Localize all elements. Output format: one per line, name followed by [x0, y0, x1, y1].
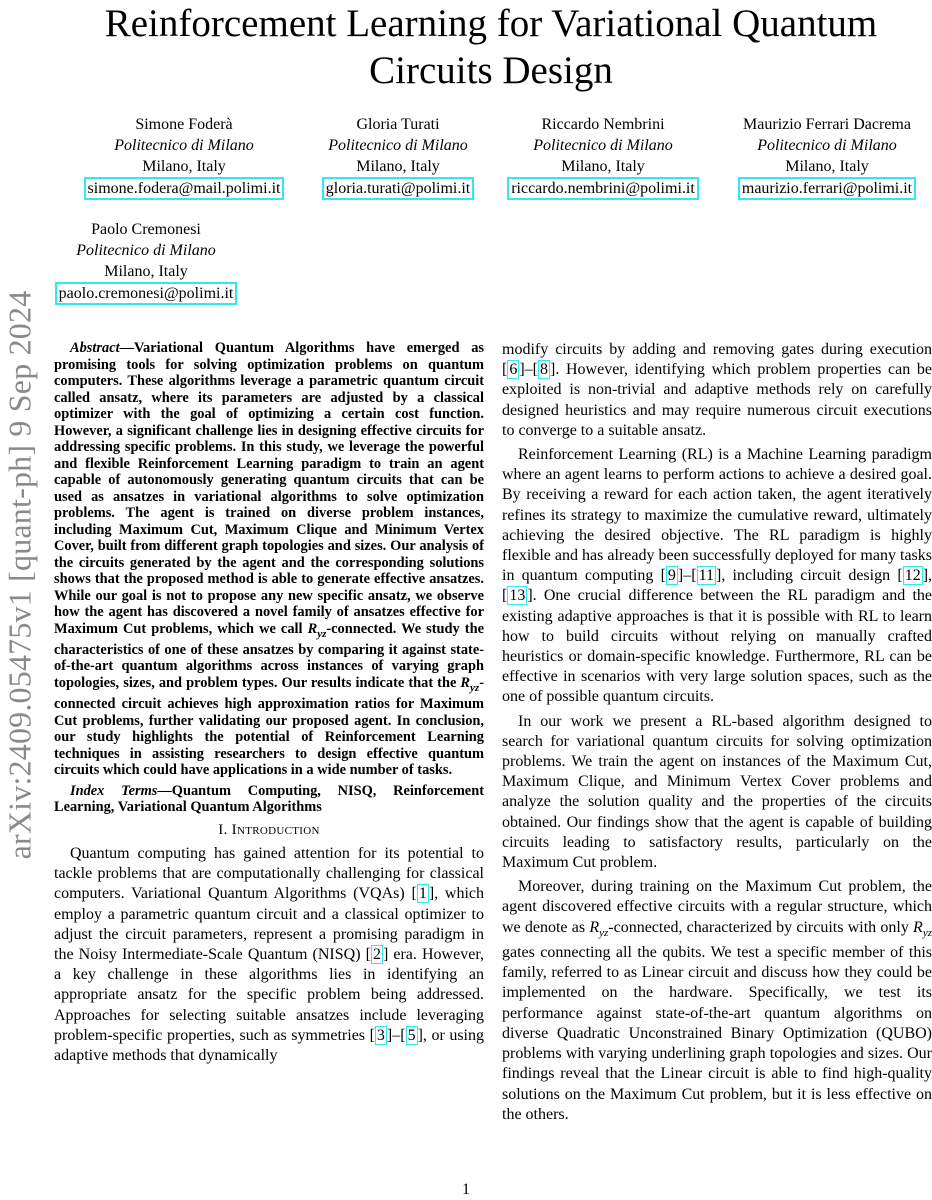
author-city: Milano, Italy	[142, 158, 226, 175]
arxiv-identifier-text: arXiv:2409.05475v1 [quant-ph] 9 Sep 2024	[1, 290, 38, 860]
citation-link[interactable]: 11	[698, 567, 714, 585]
right-column	[502, 340, 932, 1125]
citation-link[interactable]: 3	[376, 1026, 385, 1044]
author-affiliation: Politecnico di Milano	[328, 137, 468, 154]
author-name: Riccardo Nembrini	[541, 116, 665, 133]
right-paragraph-1: modify circuits by adding and removing gates during execution [ 6 ]–[ 8 ]. However, identifying which problem properties can be exploited is non-trivial and adaptive methods rely on carefully designed heuristics and may require numerous circuit executions to converge to a suitable ansatz.	[502, 341, 932, 439]
author-email-link[interactable]: simone.fodera@mail.polimi.it	[84, 177, 285, 200]
author-name: Paolo Cremonesi	[91, 221, 201, 238]
author-block-2	[310, 114, 486, 200]
citation-link[interactable]: 12	[904, 567, 921, 585]
abstract-label: Abstract	[70, 340, 120, 356]
right-paragraph-3: In our work we present a RL-based algorithm designed to search for variational quantum circuits for solving optimization problems. We train the agent on instances of the Maximum Cut, Maximum Clique, and Minimum Vertex Cover problems and analyze the solution quality and the properties of the circuits obtained. Our findings show that the agent is capable of building circuits leading to satisfactory results, particularly on the Maximum Cut problem.	[502, 712, 932, 872]
page-number: 1	[462, 1181, 470, 1198]
author-name: Maurizio Ferrari Dacrema	[743, 116, 911, 133]
math-ryz: $R_{yz}$	[589, 918, 609, 939]
right-paragraph-4: Moreover, during training on the Maximum Cut problem, the agent discovered effective circuits with a regular structure, which we denote as $R_{yz}$-connected, characterized by circuits with only $R_{yz}$ gates connecting all the qubits. We test a specific member of this family, referred to as Linear circuit and discuss how they could be implemented on the hardware. Specifically, we test its performance against state-of-the-art quantum algorithms on diverse Quadratic Unconstrained Binary Optimization (QUBO) problems with varying underlining graph topologies and sizes. Our findings reveal that the Linear circuit is able to find high-quality solutions on the Maximum Cut problem, but it is less effective on the others.	[502, 878, 932, 1123]
math-ryz: $R_{yz}$	[913, 918, 932, 939]
citation-link[interactable]: 9	[667, 567, 676, 585]
citation-link[interactable]: 5	[407, 1026, 416, 1044]
author-city: Milano, Italy	[561, 158, 645, 175]
author-block-5	[46, 219, 246, 305]
arxiv-identifier-stamp	[0, 265, 40, 885]
right-paragraph-2: Reinforcement Learning (RL) is a Machine Learning paradigm where an agent learns to perform actions to achieve a desired goal. By receiving a reward for each action taken, the agent iteratively refines its strategy to maximize the cumulative reward, ultimately achieving the desired objective. The RL paradigm is highly flexible and has already been successfully deployed for many tasks in quantum computing [ 9 ]–[ 11 ], including circuit design [ 12 ], [ 13 ]. One crucial difference between the RL paradigm and the existing adaptive approaches is that it is possible with RL to learn how to build circuits without relying on manually crafted heuristics or domain-specific knowledge. Furthermore, RL can be effective in scenarios with very large solution spaces, such as the one of possible quantum circuits.	[502, 446, 932, 706]
abstract: Abstract—Variational Quantum Algorithms have emerged as promising tools for solving optimization problems on quantum computers. These algorithms leverage a parametric quantum circuit called ansatz, where its parameters are adjusted by a classical optimizer with the goal of optimizing a certain cost function. However, a significant challenge lies in designing effective circuits for addressing specific problems. In this study, we leverage the powerful and flexible Reinforcement Learning paradigm to train an agent capable of autonomously generating quantum circuits that can be used as ansatzes in variational algorithms to solve optimization problems. The agent is trained on diverse problem instances, including Maximum Cut, Maximum Clique and Minimum Vertex Cover, built from different graph topologies and sizes. Our analysis of the circuits generated by the agent and the corresponding solutions shows that the proposed method is able to generate effective ansatzes. While our goal is not to propose any new specific ansatz, we observe how the agent has discovered a novel family of ansatzes effective for Maximum Cut problems, which we call $R_{yz}$-connected. We study the characteristics of one of these ansatzes by comparing it against state-of-the-art quantum algorithms across instances of varying graph topologies, sizes, and problem types. Our results indicate that the $R_{yz}$-connected circuit achieves high approximation ratios for Maximum Cut problems, further validating our proposed agent. In conclusion, our study highlights the potential of Reinforcement Learning techniques in assisting researchers to design effective quantum circuits which could have applications in a wide number of tasks.	[54, 340, 484, 779]
paper-title: Reinforcement Learning for Variational Quantum Circuits Design	[104, 2, 878, 92]
section-heading-introduction: I. Introduction	[218, 821, 320, 838]
author-email-link[interactable]: riccardo.nembrini@polimi.it	[507, 177, 699, 200]
author-affiliation: Politecnico di Milano	[533, 137, 673, 154]
author-name: Gloria Turati	[356, 116, 440, 133]
author-city: Milano, Italy	[356, 158, 440, 175]
math-ryz: $R_{yz}$	[307, 620, 327, 640]
left-column	[54, 340, 484, 1066]
author-affiliation: Politecnico di Milano	[757, 137, 897, 154]
author-affiliation: Politecnico di Milano	[114, 137, 254, 154]
author-block-1	[80, 114, 288, 200]
author-email-link[interactable]: gloria.turati@polimi.it	[322, 177, 475, 200]
intro-paragraph-1: Quantum computing has gained attention for its potential to tackle problems that are computationally challenging for classical computers. Variational Quantum Algorithms (VQAs) [ 1 ], which employ a parametric quantum circuit and a classical optimizer to adjust the circuit parameters, represent a promising paradigm in the Noisy Intermediate-Scale Quantum (NISQ) [ 2 ] era. However, a key challenge in these algorithms lies in identifying an appropriate ansatz for the specific problem being addressed. Approaches for selecting suitable ansatzes include leveraging problem-specific properties, such as symmetries [ 3 ]–[ 5 ], or using adaptive methods that dynamically	[54, 844, 485, 1064]
author-email-link[interactable]: maurizio.ferrari@polimi.it	[738, 177, 916, 200]
author-city: Milano, Italy	[785, 158, 869, 175]
author-city: Milano, Italy	[104, 263, 188, 280]
author-email-link[interactable]: paolo.cremonesi@polimi.it	[55, 282, 238, 305]
index-terms-label: Index Terms	[70, 782, 158, 799]
author-block-3	[498, 114, 708, 200]
index-terms: Index Terms—Quantum Computing, NISQ, Reinforcement Learning, Variational Quantum Algorithms	[54, 782, 484, 816]
author-block-4	[722, 114, 932, 200]
citation-link[interactable]: 8	[539, 361, 548, 379]
author-affiliation: Politecnico di Milano	[76, 242, 216, 259]
citation-link[interactable]: 2	[372, 945, 381, 963]
author-name: Simone Foderà	[135, 116, 233, 133]
citation-link[interactable]: 6	[509, 361, 518, 379]
math-ryz: $R_{yz}$	[460, 674, 480, 694]
citation-link[interactable]: 1	[418, 885, 427, 903]
citation-link[interactable]: 13	[509, 587, 526, 605]
